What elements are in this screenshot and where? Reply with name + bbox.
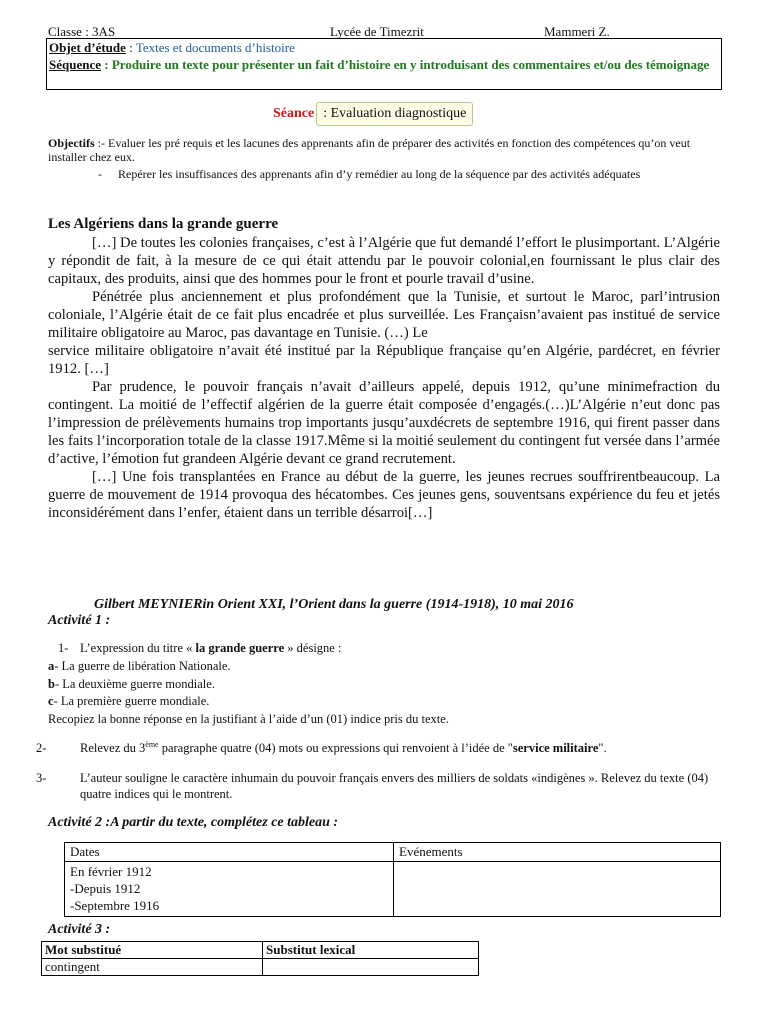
date-item: En février 1912 xyxy=(70,864,152,879)
study-object-label: Objet d’étude xyxy=(49,40,126,55)
session-label: Séance xyxy=(273,106,315,121)
date-item: -Septembre 1916 xyxy=(70,898,160,913)
option-text: - La guerre de libération Nationale. xyxy=(54,659,231,673)
question-2 xyxy=(36,737,720,756)
activity-2-title: Activité 2 :A partir du texte, complétez ce tableau : xyxy=(48,815,339,830)
table-header-dates: Dates xyxy=(65,843,394,862)
question-1 xyxy=(58,640,341,656)
session-value: : Evaluation diagnostique xyxy=(316,102,473,126)
question-text: » désigne : xyxy=(284,641,342,655)
class-label: Classe : 3AS xyxy=(48,24,116,39)
option-c xyxy=(48,693,449,711)
paragraph-4: Par prudence, le pouvoir français n’avait d’ailleurs appelé, depuis 1912, qu’une minimefraction du contingent. La moitié de l’effectif algérien de la guerre était composée d’engagés.(…)L’Algérie n’eut donc pas l’impression de prélèvements humains trop importants jusqu’auxdécrets de septembre 1916, qui firent passer dans les faits l’incorporation totale de la classe 1917.Même si la moitié seulement du contingent fut versée dans l’armée d’active, l’émotion fut grandeen Algérie devant ce grand recrutement. xyxy=(48,379,720,467)
question-emphasis: la grande guerre xyxy=(195,641,285,655)
date-item: -Depuis 1912 xyxy=(70,881,141,896)
paragraph-3: service militaire obligatoire n’avait été institué par la République française qu’en Algérie, pardécret, en février 1912. […] xyxy=(48,343,720,377)
school-name: Lycée de Timezrit xyxy=(330,24,424,39)
option-key: b xyxy=(48,676,55,691)
reading-text xyxy=(48,234,720,522)
activity-3-title: Activité 3 : xyxy=(48,922,111,937)
table-header-word: Mot substitué xyxy=(42,942,263,959)
paragraph-2: Pénétrée plus anciennement et plus profondément que la Tunisie, et surtout le Maroc, parl’intrusion coloniale, l’Algérie était de ce fait plus encadrée et plus surveillée. Les Françaisn’avaient pas institué de service militaire obligatoire au Maroc, pas davantage en Tunisie. (…) Le xyxy=(48,289,720,341)
separator: : xyxy=(125,40,136,55)
table-header-row xyxy=(65,843,721,862)
bullet-dash: - xyxy=(98,167,102,181)
sequence-value: Produire un texte pour présenter un fait d’histoire en y introduisant des commentaires et/ou des témoignage xyxy=(111,57,710,72)
superscript: ème xyxy=(145,740,159,749)
objectives xyxy=(48,136,728,181)
sequence-line xyxy=(49,57,719,72)
objective-2 xyxy=(98,167,728,181)
objectives-label: Objectifs xyxy=(48,136,95,150)
question-text: ". xyxy=(598,741,607,756)
question-text: Relevez du 3 xyxy=(80,741,146,756)
table-row xyxy=(42,959,479,976)
text-title: Les Algériens dans la grande guerre xyxy=(48,216,279,232)
events-cell[interactable] xyxy=(394,862,721,917)
option-b xyxy=(48,676,449,694)
question-text: paragraphe quatre (04) mots ou expressions qui renvoient à l’idée de " xyxy=(158,741,513,756)
word-cell: contingent xyxy=(42,959,263,976)
study-object-value: Textes et documents d’histoire xyxy=(135,40,295,55)
objective-2-text: Repérer les insuffisances des apprenants afin d’y remédier au long de la séquence par des activités adéquates xyxy=(118,167,641,181)
question-1-instruction: Recopiez la bonne réponse en la justifiant à l’aide d’un (01) indice pris du texte. xyxy=(48,711,449,726)
table-header-row xyxy=(42,942,479,959)
table-header-substitute: Substitut lexical xyxy=(263,942,479,959)
activity-1-title: Activité 1 : xyxy=(48,613,111,628)
question-emphasis: service militaire xyxy=(512,741,599,756)
objective-1-text: :- Evaluer les pré requis et les lacunes des apprenants afin de préparer des activités en fonction des compétences qu’on veut installer chez eux. xyxy=(48,136,691,164)
table-row xyxy=(65,862,721,917)
question-1-options xyxy=(48,658,449,728)
question-number: 1- xyxy=(58,641,69,655)
option-text: - La deuxième guerre mondiale. xyxy=(54,676,215,691)
paragraph-1: […] De toutes les colonies françaises, c’est à l’Algérie que fut demandé l’effort le plusimportant. L’Algérie y répondit de fait, à la mesure de ce qui était attendu par le pouvoir colonial,en fournissant le plus clair des capitaux, des produits, ainsi que des hommes pour le front et pourle travail d’usine. xyxy=(48,235,720,287)
option-key: a xyxy=(48,659,55,673)
study-object-box xyxy=(46,38,722,90)
table-header-events: Evénements xyxy=(394,843,721,862)
substitute-cell[interactable] xyxy=(263,959,479,976)
substitution-table xyxy=(41,941,479,976)
teacher-name: Mammeri Z. xyxy=(544,24,610,39)
question-text: L’expression du titre « xyxy=(80,641,196,655)
question-number: 2- xyxy=(36,741,47,756)
dates-events-table xyxy=(64,842,721,917)
separator: : xyxy=(101,57,112,72)
sequence-label: Séquence xyxy=(49,57,101,72)
question-number: 3- xyxy=(36,771,47,785)
session-heading xyxy=(273,102,473,126)
question-3 xyxy=(36,770,740,802)
option-text: - La première guerre mondiale. xyxy=(53,694,210,708)
option-a xyxy=(48,658,449,676)
dates-cell xyxy=(65,862,394,917)
text-source: Gilbert MEYNIERin Orient XXI, l’Orient dans la guerre (1914-1918), 10 mai 2016 xyxy=(94,597,574,612)
option-key: c xyxy=(48,694,54,708)
paragraph-5: […] Une fois transplantées en France au début de la guerre, les jeunes recrues souffrirentbeaucoup. La guerre de mouvement de 1914 provoqua des hécatombes. Ces jeunes gens, souventsans expérience du feu et jetés inconsidérément dans l’enfer, étaient dans un terrible désarroi[…] xyxy=(48,469,720,521)
question-text: L’auteur souligne le caractère inhumain du pouvoir français envers des milliers de soldats «indigènes ». Relevez du texte (04) quatre indices qui le montrent. xyxy=(80,771,709,801)
objective-1 xyxy=(48,136,728,164)
study-object-line xyxy=(49,40,719,55)
